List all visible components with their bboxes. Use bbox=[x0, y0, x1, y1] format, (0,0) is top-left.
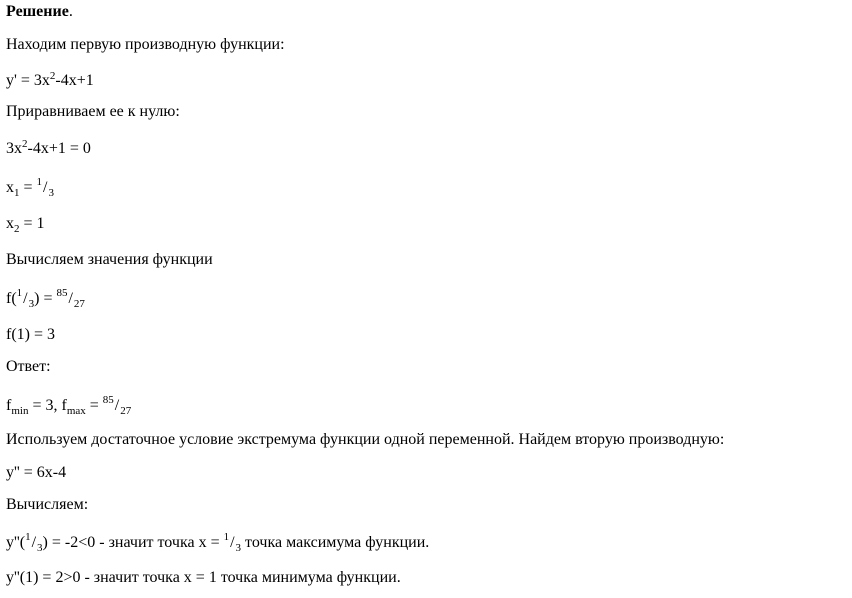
root-x2 bbox=[6, 214, 45, 234]
heading-dot: . bbox=[68, 3, 73, 20]
superscript: 2 bbox=[22, 138, 28, 150]
fraction-numerator: 85 bbox=[102, 394, 114, 406]
line-compute: Вычисляем: bbox=[6, 496, 89, 513]
formula-part: 3x bbox=[6, 140, 22, 157]
formula-part: = 1 bbox=[19, 215, 45, 232]
formula-part: y' = 3x bbox=[6, 72, 50, 89]
fraction-slash: / bbox=[31, 534, 37, 551]
fraction-numerator: 1 bbox=[223, 531, 230, 543]
fraction-denominator: 3 bbox=[48, 187, 54, 199]
formula-part: -4x+1 = 0 bbox=[27, 140, 91, 157]
formula-part: -4x+1 bbox=[55, 72, 94, 89]
second-derivative-formula: y'' = 6x-4 bbox=[6, 464, 67, 481]
heading-text: Решение bbox=[6, 3, 69, 20]
fraction-slash: / bbox=[114, 397, 120, 414]
subscript: 2 bbox=[14, 223, 20, 235]
first-derivative-formula bbox=[6, 71, 94, 91]
fraction-slash: / bbox=[43, 179, 48, 196]
maximum-check bbox=[6, 533, 429, 554]
value-f-one-third bbox=[6, 289, 85, 310]
line-compute-values: Вычисляем значения функции bbox=[6, 251, 213, 268]
answer-formula bbox=[6, 396, 131, 417]
answer-label: Ответ: bbox=[6, 358, 51, 375]
fraction-denominator: 27 bbox=[120, 405, 132, 417]
minimum-check: y''(1) = 2>0 - значит точка x = 1 точка минимума функции. bbox=[6, 569, 401, 586]
subscript: min bbox=[11, 405, 29, 417]
formula-part: = bbox=[19, 179, 37, 196]
formula-part: = 3, bbox=[28, 397, 62, 414]
fraction-slash: / bbox=[230, 534, 235, 551]
formula-part: f( bbox=[6, 290, 17, 307]
formula-part: f bbox=[6, 397, 12, 414]
solution-heading bbox=[6, 2, 73, 22]
formula-part: x bbox=[6, 215, 14, 232]
formula-part: y''( bbox=[6, 534, 26, 551]
subscript: 1 bbox=[14, 187, 20, 199]
superscript: 2 bbox=[49, 70, 56, 82]
subscript: max bbox=[66, 405, 86, 417]
formula-part: точка максимума функции. bbox=[241, 534, 430, 551]
line-second-derivative-intro: Используем достаточное условие экстремума функции одной переменной. Найдем вторую производную: bbox=[6, 431, 725, 448]
fraction-denominator: 3 bbox=[37, 542, 43, 554]
formula-part: = bbox=[85, 397, 103, 414]
formula-part: ) = -2<0 - значит точка x = bbox=[42, 534, 224, 551]
formula-part: f bbox=[61, 397, 67, 414]
fraction-denominator: 27 bbox=[73, 298, 85, 310]
fraction-numerator: 85 bbox=[56, 287, 68, 299]
line-first-derivative-intro: Находим первую производную функции: bbox=[6, 36, 285, 53]
value-f-one: f(1) = 3 bbox=[6, 326, 56, 343]
fraction-denominator: 3 bbox=[28, 298, 35, 310]
line-equate-zero: Приравниваем ее к нулю: bbox=[6, 103, 180, 120]
root-x1 bbox=[6, 178, 54, 199]
fraction-numerator: 1 bbox=[36, 176, 43, 188]
formula-part: x bbox=[6, 179, 14, 196]
equation-formula bbox=[6, 139, 91, 159]
fraction-slash: / bbox=[68, 290, 73, 307]
fraction-denominator: 3 bbox=[235, 542, 242, 554]
fraction-numerator: 1 bbox=[25, 531, 31, 543]
fraction-slash: / bbox=[23, 290, 28, 307]
formula-part: ) = bbox=[34, 290, 57, 307]
fraction-numerator: 1 bbox=[16, 287, 23, 299]
